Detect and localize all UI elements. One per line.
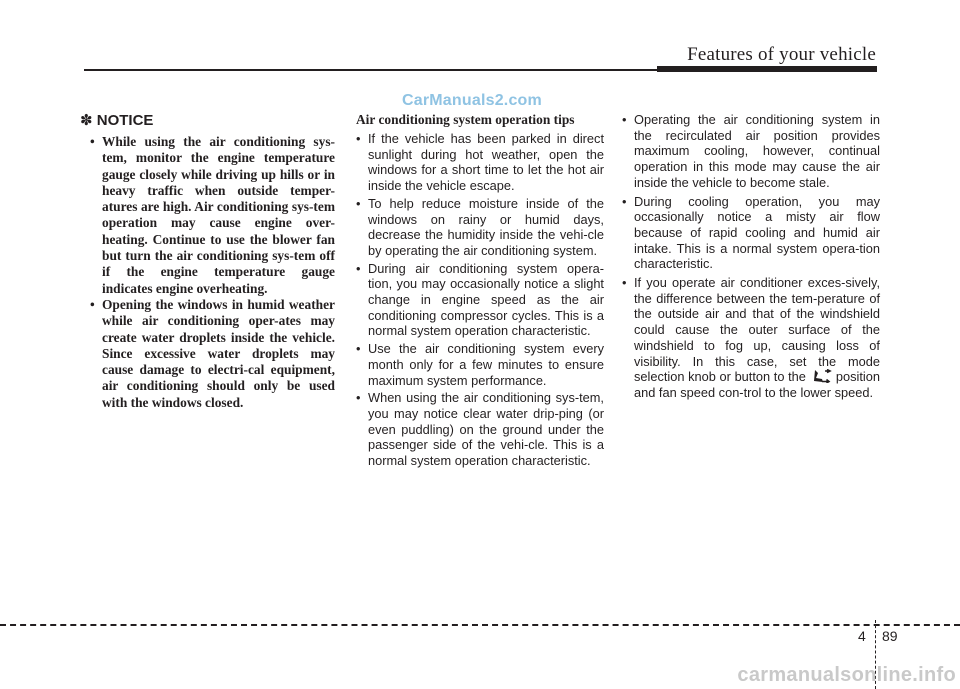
- notice-heading: [80, 112, 335, 130]
- tip-item: • When using the air conditioning sys-tem, you may notice clear water drip-ping (or even puddling) on the ground under the passenger side of the vehi-cle. This is a normal system operation characteristic.: [356, 390, 604, 469]
- header-accent-bar: [657, 66, 877, 72]
- notice-item: • While using the air conditioning sys-tem, monitor the engine temperature gauge closely while driving up hills or in heavy traffic when outside temper-atures are high. Air conditioning sys-tem operation may cause engine over-heating. Continue to use the blower fan but turn the air conditioning sys-tem off if the engine temperature gauge indicates engine overheating.: [80, 134, 335, 297]
- tips-list: [356, 131, 604, 469]
- tips-list-continued: [622, 112, 880, 401]
- notice-title: NOTICE: [96, 112, 154, 129]
- tips-heading: Air conditioning system operation tips: [356, 112, 575, 127]
- tip-item: • During cooling operation, you may occasionally notice a misty air flow because of rapid cooling and humid air intake. This is a normal system opera-tion characteristic.: [622, 194, 880, 273]
- page-number: 89: [882, 628, 898, 644]
- header-rule: [84, 69, 657, 71]
- header-title: Features of your vehicle: [687, 44, 876, 65]
- tip-text-before-icon: If you operate air conditioner exces-sively, the difference between the tem-perature of the outside air and that of the windshield could cause the outer surface of the windshield to fog up, causing loss of visibility. In this case, set the mode selection knob or button to the: [634, 275, 880, 385]
- tip-item: • Operating the air conditioning system in the recirculated air position provides maximum cooling, however, continual operation in this mode may cause the air inside the vehicle to become stale.: [622, 112, 880, 191]
- tip-item: • To help reduce moisture inside of the windows on rainy or humid days, decrease the humidity inside the vehi-cle by operating the air conditioning system.: [356, 196, 604, 259]
- tip-item: • If the vehicle has been parked in direct sunlight during hot weather, open the windows for a short time to let the hot air inside the vehicle escape.: [356, 131, 604, 194]
- tips-column-left: [356, 112, 604, 471]
- notice-item: • Opening the windows in humid weather while air conditioning oper-ates may create water droplets inside the vehicle. Since excessive water droplets may cause damage to electri-cal equipment, air conditioning should only be used with the windows closed.: [80, 297, 335, 411]
- floor-mode-icon: [808, 369, 834, 383]
- chapter-number: 4: [858, 628, 866, 644]
- tip-item: • Use the air conditioning system every month only for a few minutes to ensure maximum system performance.: [356, 341, 604, 388]
- footer-rule: [0, 624, 960, 626]
- tip-text-after-icon: position and fan speed con-trol to the lower speed.: [634, 369, 880, 400]
- notice-symbol: ✽: [80, 112, 93, 129]
- tips-column-right: [622, 112, 880, 404]
- tip-item: • During air conditioning system opera-tion, you may occasionally notice a slight change in engine speed as the air conditioning compressor cycles. This is a normal system operation characteristic.: [356, 261, 604, 340]
- tip-item-with-icon: [622, 275, 880, 401]
- watermark-top: CarManuals2.com: [402, 92, 542, 109]
- watermark-bottom: carmanualsonline.info: [737, 664, 956, 686]
- notice-list: [80, 134, 335, 411]
- notice-column: [80, 112, 335, 411]
